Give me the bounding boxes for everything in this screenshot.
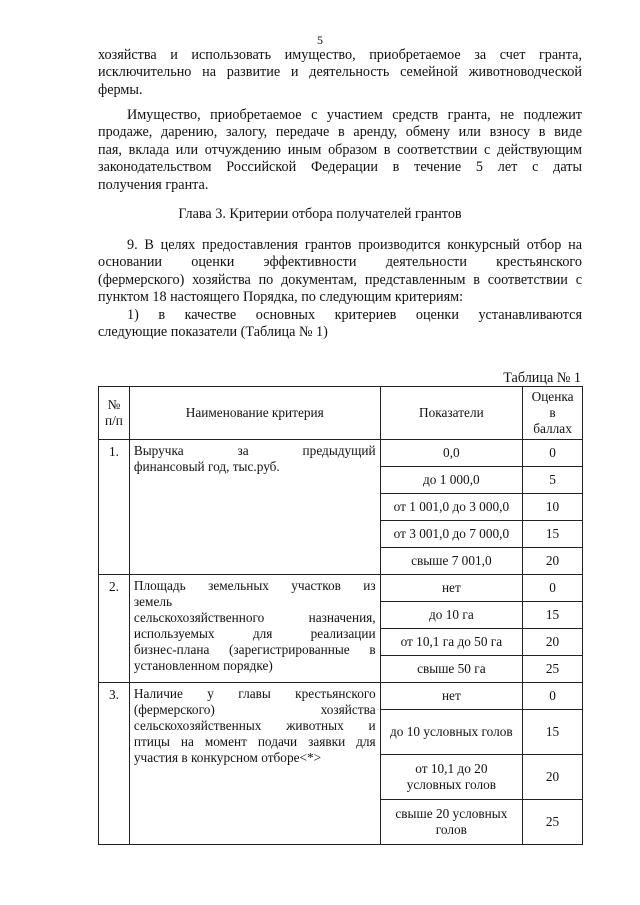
header-indicators: Показатели [380,387,522,440]
paragraph-line: исключительно на развитие и деятельность семейной животноводческой [98,64,582,81]
criterion-name-line: Площадь земельных участков из [133,578,376,593]
criterion-name [129,575,380,683]
paragraph-line: (фермерского) хозяйства по документам, представленным в соответствии с [98,271,582,288]
indicator-cell: до 10 условных голов [380,710,522,755]
score-cell: 20 [523,548,583,575]
paragraph-line: 9. В целях предоставления грантов производится конкурсный отбор на [127,237,582,253]
score-cell: 5 [523,467,583,494]
indicator-line: голов [435,822,467,837]
score-cell: 15 [523,521,583,548]
score-cell: 20 [523,755,583,800]
table-header-row [99,387,583,440]
criterion-name-line: сельскохозяйственных животных и [133,718,376,733]
table-row [99,440,583,467]
indicator-cell: свыше 7 001,0 [380,548,522,575]
criterion-name-line: сельскохозяйственного назначения, [133,610,376,625]
score-cell: 0 [523,575,583,602]
paragraph-grant-usage [98,47,582,99]
score-cell: 10 [523,494,583,521]
paragraph-line: следующие показатели (Таблица № 1) [98,324,328,341]
paragraph-line: пая, вклада или отчуждению иным образом в соответствии с действующим [98,141,582,158]
page-number: 5 [317,33,323,47]
score-cell: 25 [523,800,583,845]
score-cell: 0 [523,440,583,467]
criterion-name-line: бизнес-плана (зарегистрированные в [133,642,376,657]
table-caption: Таблица № 1 [503,370,581,386]
score-cell: 25 [523,656,583,683]
criterion-name-line: участия в конкурсном отборе<*> [133,750,322,765]
criterion-name-line: Наличие у главы крестьянского [133,686,376,701]
criterion-name-line: используемых для реализации [133,626,376,641]
chapter-title: Глава 3. Критерии отбора получателей грантов [178,206,462,222]
indicator-cell: от 1 001,0 до 3 000,0 [380,494,522,521]
criterion-name [129,440,380,575]
criterion-name-line: финансовый год, тыс.руб. [133,459,280,474]
criterion-name-line: Выручка за предыдущий [133,443,376,458]
paragraph-line: законодательством Российской Федерации в течение 5 лет с даты [98,159,582,176]
header-criterion-name: Наименование критерия [129,387,380,440]
paragraph-selection-criteria [98,237,582,307]
score-cell: 0 [523,683,583,710]
criterion-name-line: земель [133,594,173,609]
header-number-line: № [107,397,121,412]
indicator-line: от 10,1 до 20 [415,761,488,776]
paragraph-line: продаже, дарению, залогу, передаче в аренду, обмену или взносу в виде [98,124,582,141]
header-score-line: в [549,405,556,420]
indicator-cell: 0,0 [380,440,522,467]
criterion-name-line: птицы на момент подачи заявки для [133,734,376,749]
header-score-line: баллах [533,421,572,436]
paragraph-line: 1) в качестве основных критериев оценки устанавливаются [127,307,582,323]
paragraph-property-restrictions [98,107,582,194]
header-score-line: Оценка [531,389,574,404]
paragraph-line: основании оценки эффективности деятельности крестьянского [98,254,582,271]
row-number: 1. [99,440,130,575]
criteria-table [98,386,583,845]
header-score [523,387,583,440]
indicator-line: свыше 20 условных [395,806,508,821]
paragraph-line: хозяйства и использовать имущество, приобретаемое за счет гранта, [98,47,582,63]
header-number [99,387,130,440]
paragraph-line: получения гранта. [98,176,209,193]
row-number: 2. [99,575,130,683]
indicator-cell: нет [380,683,522,710]
indicator-cell [380,800,522,845]
score-cell: 15 [523,710,583,755]
paragraph-main-criteria [98,307,582,342]
criterion-name [129,683,380,845]
header-number-line: п/п [104,413,123,428]
indicator-cell [380,755,522,800]
table-row [99,683,583,710]
indicator-cell: от 3 001,0 до 7 000,0 [380,521,522,548]
criterion-name-line: установленном порядке) [133,658,273,673]
indicator-cell: до 10 га [380,602,522,629]
score-cell: 15 [523,602,583,629]
row-number: 3. [99,683,130,845]
indicator-line: условных голов [406,777,497,792]
indicator-cell: нет [380,575,522,602]
paragraph-line: пунктом 18 настоящего Порядка, по следующим критериям: [98,289,464,306]
paragraph-line: Имущество, приобретаемое с участием средств гранта, не подлежит [127,107,582,123]
paragraph-line: фермы. [98,81,143,98]
score-cell: 20 [523,629,583,656]
criterion-name-line: (фермерского) хозяйства [133,702,376,717]
indicator-cell: свыше 50 га [380,656,522,683]
indicator-cell: от 10,1 га до 50 га [380,629,522,656]
indicator-cell: до 1 000,0 [380,467,522,494]
table-row [99,575,583,602]
